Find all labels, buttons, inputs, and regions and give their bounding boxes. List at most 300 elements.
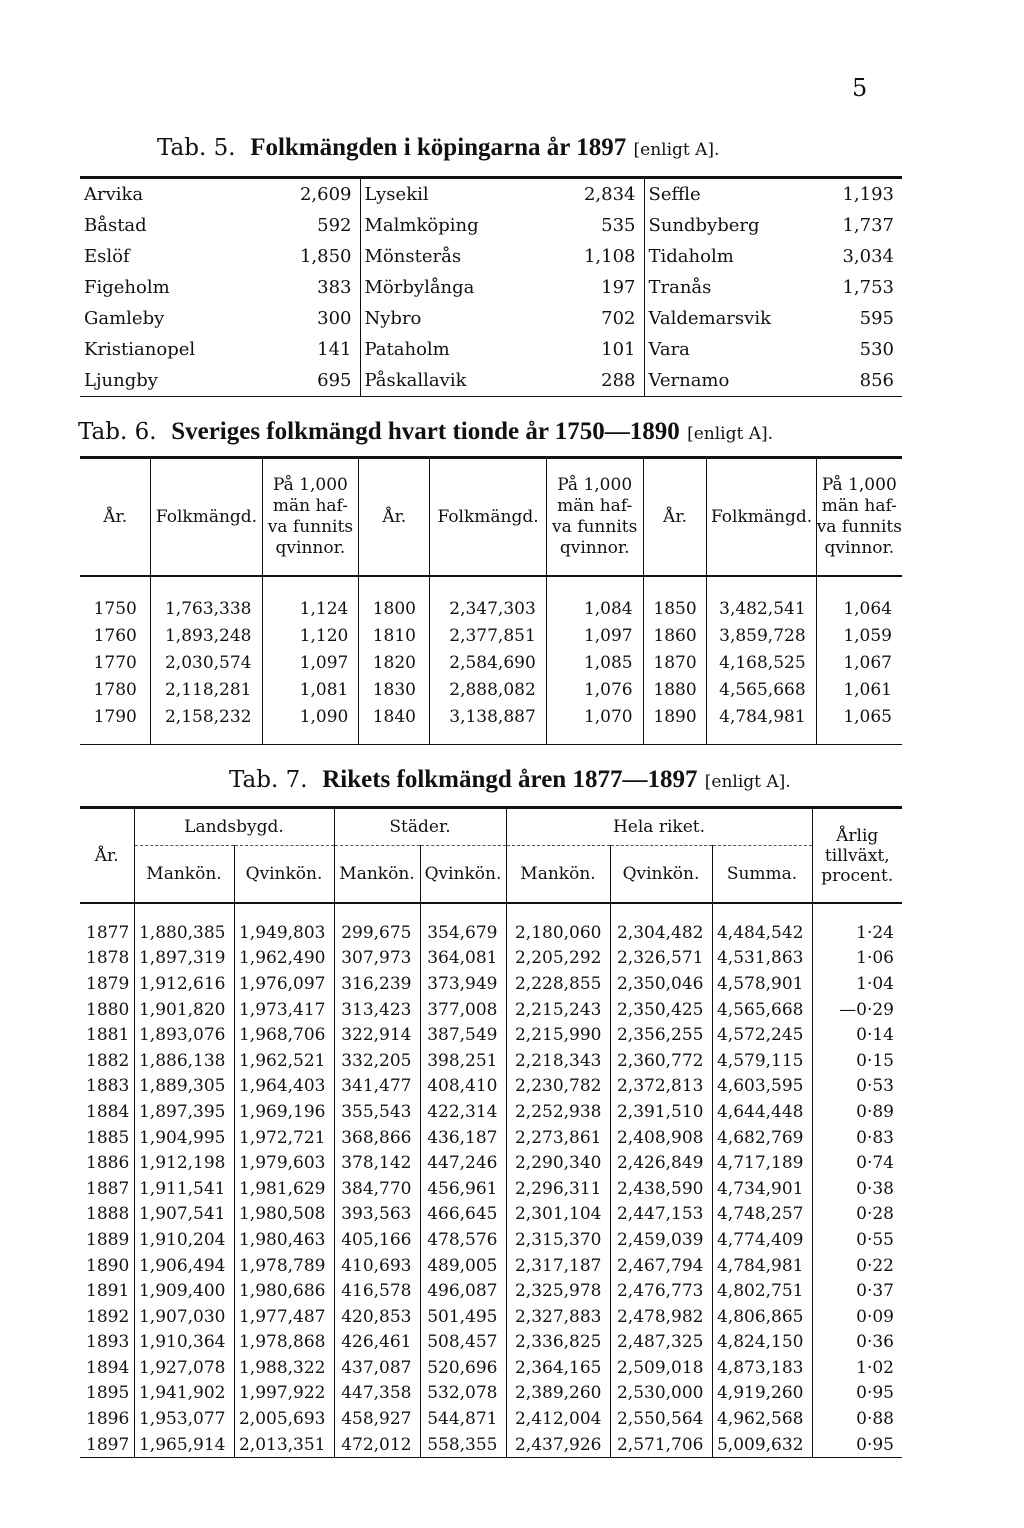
ratio-cell: 1,120 xyxy=(262,622,359,649)
town-name: Påskallavik xyxy=(364,370,467,391)
town-population: 1,737 xyxy=(842,215,894,236)
year-cell: 1880 xyxy=(643,676,707,703)
table-row xyxy=(80,1202,902,1228)
table-row xyxy=(80,1432,902,1458)
growth-cell: 0·09 xyxy=(856,1306,894,1327)
year-cell: 1887 xyxy=(80,1176,134,1202)
stad-qvinkon: 387,549 xyxy=(420,1022,506,1048)
year-cell: 1760 xyxy=(80,622,151,649)
town-population: 595 xyxy=(859,308,894,329)
year-cell: 1880 xyxy=(80,997,134,1023)
town-population: 695 xyxy=(280,365,360,397)
tab6-h-pop-3: Folkmängd. xyxy=(707,458,816,577)
table-row xyxy=(80,1278,902,1304)
year-cell: 1895 xyxy=(80,1381,134,1407)
summa-cell: 4,717,189 xyxy=(712,1150,812,1176)
year-cell: 1850 xyxy=(643,576,707,622)
growth-cell: 1·02 xyxy=(856,1357,894,1378)
tab7-caption-title: Rikets folkmängd åren 1877—1897 xyxy=(322,766,698,793)
year-cell: 1877 xyxy=(80,903,134,946)
growth-cell: 0·95 xyxy=(856,1383,894,1404)
land-mankon: 1,941,902 xyxy=(134,1381,234,1407)
hela-mankon: 2,301,104 xyxy=(506,1202,610,1228)
tab7-h-hela-riket: Hela riket. xyxy=(506,808,812,846)
land-mankon: 1,907,030 xyxy=(134,1304,234,1330)
hela-mankon: 2,252,938 xyxy=(506,1099,610,1125)
year-cell: 1879 xyxy=(80,971,134,997)
town-population: 535 xyxy=(564,210,644,241)
tab6-h-ratio-1: På 1,000 män haf- va funnits qvinnor. xyxy=(262,458,359,577)
hela-mankon: 2,412,004 xyxy=(506,1406,610,1432)
tab6-h-ratio-3: På 1,000 män haf- va funnits qvinnor. xyxy=(816,458,902,577)
town-population: 141 xyxy=(280,334,360,365)
stad-mankon: 355,543 xyxy=(334,1099,420,1125)
hela-mankon: 2,364,165 xyxy=(506,1355,610,1381)
hela-qvinkon: 2,550,564 xyxy=(610,1406,712,1432)
hela-mankon: 2,325,978 xyxy=(506,1278,610,1304)
tab7-h-arlig: Årlig tillväxt, procent. xyxy=(812,808,902,904)
stad-qvinkon: 364,081 xyxy=(420,946,506,972)
ratio-cell: 1,090 xyxy=(262,703,359,745)
table-row xyxy=(80,622,902,649)
stad-qvinkon: 558,355 xyxy=(420,1432,506,1458)
table-row xyxy=(80,946,902,972)
land-qvinkon: 1,979,603 xyxy=(234,1150,334,1176)
summa-cell: 4,578,901 xyxy=(712,971,812,997)
land-qvinkon: 2,013,351 xyxy=(234,1432,334,1458)
summa-cell: 4,572,245 xyxy=(712,1022,812,1048)
stad-qvinkon: 456,961 xyxy=(420,1176,506,1202)
stad-qvinkon: 422,314 xyxy=(420,1099,506,1125)
year-cell: 1750 xyxy=(80,576,151,622)
table-row xyxy=(80,1381,902,1407)
tab5-table xyxy=(80,176,902,397)
table-row xyxy=(80,365,902,397)
land-qvinkon: 1,997,922 xyxy=(234,1381,334,1407)
stad-mankon: 322,914 xyxy=(334,1022,420,1048)
growth-cell: 1·24 xyxy=(856,922,894,943)
tab6-h-year-3: År. xyxy=(643,458,707,577)
land-mankon: 1,897,319 xyxy=(134,946,234,972)
hela-mankon: 2,437,926 xyxy=(506,1432,610,1458)
growth-cell: 0·36 xyxy=(856,1332,894,1353)
stad-mankon: 313,423 xyxy=(334,997,420,1023)
hela-qvinkon: 2,467,794 xyxy=(610,1253,712,1279)
population-cell: 1,893,248 xyxy=(151,622,262,649)
population-cell: 2,584,690 xyxy=(430,649,546,676)
hela-mankon: 2,205,292 xyxy=(506,946,610,972)
tab5-caption-src: [enligt A]. xyxy=(633,140,720,160)
year-cell: 1891 xyxy=(80,1278,134,1304)
stad-mankon: 316,239 xyxy=(334,971,420,997)
town-population: 856 xyxy=(859,370,894,391)
town-name: Mönsterås xyxy=(364,246,462,267)
land-mankon: 1,910,204 xyxy=(134,1227,234,1253)
year-cell: 1889 xyxy=(80,1227,134,1253)
year-cell: 1888 xyxy=(80,1202,134,1228)
growth-cell: 0·74 xyxy=(856,1153,894,1174)
year-cell: 1894 xyxy=(80,1355,134,1381)
stad-qvinkon: 489,005 xyxy=(420,1253,506,1279)
town-name: Vernamo xyxy=(648,370,730,391)
stad-mankon: 299,675 xyxy=(334,903,420,946)
year-cell: 1886 xyxy=(80,1150,134,1176)
summa-cell: 4,962,568 xyxy=(712,1406,812,1432)
tab6-h-ratio-2: På 1,000 män haf- va funnits qvinnor. xyxy=(546,458,643,577)
table-row xyxy=(80,1074,902,1100)
table-row xyxy=(80,576,902,622)
land-qvinkon: 1,980,686 xyxy=(234,1278,334,1304)
hela-mankon: 2,215,243 xyxy=(506,997,610,1023)
hela-qvinkon: 2,356,255 xyxy=(610,1022,712,1048)
growth-cell: 0·15 xyxy=(856,1050,894,1071)
stad-mankon: 307,973 xyxy=(334,946,420,972)
town-name: Mörbylånga xyxy=(364,277,475,298)
year-cell: 1860 xyxy=(643,622,707,649)
town-population: 3,034 xyxy=(842,246,894,267)
year-cell: 1890 xyxy=(643,703,707,745)
stad-mankon: 410,693 xyxy=(334,1253,420,1279)
tab7-h-land-qvinkon: Qvinkön. xyxy=(234,846,334,904)
year-cell: 1881 xyxy=(80,1022,134,1048)
summa-cell: 4,873,183 xyxy=(712,1355,812,1381)
summa-cell: 4,531,863 xyxy=(712,946,812,972)
stad-mankon: 384,770 xyxy=(334,1176,420,1202)
stad-qvinkon: 436,187 xyxy=(420,1125,506,1151)
hela-qvinkon: 2,447,153 xyxy=(610,1202,712,1228)
land-mankon: 1,904,995 xyxy=(134,1125,234,1151)
year-cell: 1840 xyxy=(359,703,430,745)
growth-cell: 0·37 xyxy=(856,1281,894,1302)
land-qvinkon: 1,968,706 xyxy=(234,1022,334,1048)
town-name: Arvika xyxy=(84,184,144,205)
population-cell: 3,482,541 xyxy=(707,576,816,622)
summa-cell: 4,806,865 xyxy=(712,1304,812,1330)
summa-cell: 4,734,901 xyxy=(712,1176,812,1202)
growth-cell: 0·14 xyxy=(856,1025,894,1046)
land-mankon: 1,901,820 xyxy=(134,997,234,1023)
land-mankon: 1,910,364 xyxy=(134,1330,234,1356)
tab7-table xyxy=(80,806,902,1458)
town-name: Figeholm xyxy=(84,277,170,298)
stad-qvinkon: 354,679 xyxy=(420,903,506,946)
land-mankon: 1,911,541 xyxy=(134,1176,234,1202)
year-cell: 1883 xyxy=(80,1074,134,1100)
summa-cell: 4,784,981 xyxy=(712,1253,812,1279)
hela-qvinkon: 2,571,706 xyxy=(610,1432,712,1458)
land-mankon: 1,886,138 xyxy=(134,1048,234,1074)
land-qvinkon: 1,964,403 xyxy=(234,1074,334,1100)
land-mankon: 1,927,078 xyxy=(134,1355,234,1381)
town-population: 1,753 xyxy=(842,277,894,298)
tab6-caption-num: Tab. 6. xyxy=(78,419,157,445)
tab5-body xyxy=(80,178,902,397)
table-row xyxy=(80,210,902,241)
land-qvinkon: 1,978,789 xyxy=(234,1253,334,1279)
stad-mankon: 416,578 xyxy=(334,1278,420,1304)
ratio-cell: 1,124 xyxy=(262,576,359,622)
table-row xyxy=(80,1355,902,1381)
growth-cell: 0·88 xyxy=(856,1409,894,1430)
population-cell: 4,784,981 xyxy=(707,703,816,745)
page-number: 5 xyxy=(852,74,868,102)
tab7-h-hela-qvinkon: Qvinkön. xyxy=(610,846,712,904)
ratio-cell: 1,059 xyxy=(843,625,892,646)
table-row xyxy=(80,303,902,334)
year-cell: 1810 xyxy=(359,622,430,649)
tab7-header-row-1 xyxy=(80,808,902,846)
ratio-cell: 1,081 xyxy=(262,676,359,703)
population-cell: 2,888,082 xyxy=(430,676,546,703)
table-row xyxy=(80,676,902,703)
tab6-table xyxy=(80,456,902,745)
tab5-caption-title: Folkmängden i köpingarna år 1897 xyxy=(250,134,627,161)
summa-cell: 4,682,769 xyxy=(712,1125,812,1151)
tab6-h-year-2: År. xyxy=(359,458,430,577)
population-cell: 3,859,728 xyxy=(707,622,816,649)
table-row xyxy=(80,1227,902,1253)
land-mankon: 1,893,076 xyxy=(134,1022,234,1048)
land-qvinkon: 1,969,196 xyxy=(234,1099,334,1125)
summa-cell: 4,802,751 xyxy=(712,1278,812,1304)
land-qvinkon: 1,962,521 xyxy=(234,1048,334,1074)
summa-cell: 4,644,448 xyxy=(712,1099,812,1125)
hela-mankon: 2,218,343 xyxy=(506,1048,610,1074)
stad-mankon: 368,866 xyxy=(334,1125,420,1151)
tab6-h-year-1: År. xyxy=(80,458,151,577)
table-row xyxy=(80,1150,902,1176)
ratio-cell: 1,097 xyxy=(546,622,643,649)
growth-cell: 0·22 xyxy=(856,1255,894,1276)
table-row xyxy=(80,1304,902,1330)
table-row xyxy=(80,1099,902,1125)
town-population: 101 xyxy=(564,334,644,365)
table-row xyxy=(80,241,902,272)
town-population: 1,193 xyxy=(842,184,894,205)
hela-qvinkon: 2,476,773 xyxy=(610,1278,712,1304)
tab7-h-hela-mankon: Mankön. xyxy=(506,846,610,904)
town-population: 288 xyxy=(564,365,644,397)
year-cell: 1820 xyxy=(359,649,430,676)
stad-qvinkon: 520,696 xyxy=(420,1355,506,1381)
year-cell: 1800 xyxy=(359,576,430,622)
table-row xyxy=(80,997,902,1023)
hela-mankon: 2,228,855 xyxy=(506,971,610,997)
growth-cell: 0·38 xyxy=(856,1178,894,1199)
table-row xyxy=(80,1048,902,1074)
year-cell: 1882 xyxy=(80,1048,134,1074)
stad-mankon: 393,563 xyxy=(334,1202,420,1228)
tab6-caption-title: Sveriges folkmängd hvart tionde år 1750—1890 xyxy=(171,418,680,445)
stad-mankon: 332,205 xyxy=(334,1048,420,1074)
stad-qvinkon: 544,871 xyxy=(420,1406,506,1432)
land-qvinkon: 1,962,490 xyxy=(234,946,334,972)
land-mankon: 1,889,305 xyxy=(134,1074,234,1100)
town-name: Gamleby xyxy=(84,308,165,329)
year-cell: 1770 xyxy=(80,649,151,676)
town-population: 1,108 xyxy=(564,241,644,272)
summa-cell: 4,579,115 xyxy=(712,1048,812,1074)
stad-qvinkon: 408,410 xyxy=(420,1074,506,1100)
hela-qvinkon: 2,509,018 xyxy=(610,1355,712,1381)
stad-mankon: 458,927 xyxy=(334,1406,420,1432)
table-row xyxy=(80,649,902,676)
population-cell: 2,030,574 xyxy=(151,649,262,676)
table-row xyxy=(80,1253,902,1279)
town-population: 300 xyxy=(280,303,360,334)
hela-qvinkon: 2,530,000 xyxy=(610,1381,712,1407)
table-row xyxy=(80,334,902,365)
town-name: Kristianopel xyxy=(84,339,196,360)
year-cell: 1790 xyxy=(80,703,151,745)
town-name: Vara xyxy=(648,339,690,360)
hela-mankon: 2,180,060 xyxy=(506,903,610,946)
hela-mankon: 2,290,340 xyxy=(506,1150,610,1176)
town-name: Sundbyberg xyxy=(648,215,760,236)
land-qvinkon: 1,980,463 xyxy=(234,1227,334,1253)
ratio-cell: 1,070 xyxy=(546,703,643,745)
hela-mankon: 2,230,782 xyxy=(506,1074,610,1100)
tab7-header-row-2 xyxy=(80,846,902,904)
table-row xyxy=(80,1022,902,1048)
tab7-caption-num: Tab. 7. xyxy=(229,767,308,793)
hela-qvinkon: 2,350,046 xyxy=(610,971,712,997)
town-name: Ljungby xyxy=(84,370,158,391)
stad-mankon: 447,358 xyxy=(334,1381,420,1407)
tab7-h-stad-qvinkon: Qvinkön. xyxy=(420,846,506,904)
town-name: Båstad xyxy=(84,215,147,236)
town-population: 1,850 xyxy=(280,241,360,272)
land-qvinkon: 1,977,487 xyxy=(234,1304,334,1330)
stad-mankon: 420,853 xyxy=(334,1304,420,1330)
land-mankon: 1,907,541 xyxy=(134,1202,234,1228)
population-cell: 4,168,525 xyxy=(707,649,816,676)
year-cell: 1830 xyxy=(359,676,430,703)
stad-mankon: 437,087 xyxy=(334,1355,420,1381)
town-population: 2,834 xyxy=(564,178,644,211)
hela-qvinkon: 2,304,482 xyxy=(610,903,712,946)
growth-cell: 0·95 xyxy=(856,1434,894,1455)
ratio-cell: 1,085 xyxy=(546,649,643,676)
hela-qvinkon: 2,350,425 xyxy=(610,997,712,1023)
hela-qvinkon: 2,391,510 xyxy=(610,1099,712,1125)
tab7-h-stad-mankon: Mankön. xyxy=(334,846,420,904)
stad-qvinkon: 398,251 xyxy=(420,1048,506,1074)
land-qvinkon: 1,978,868 xyxy=(234,1330,334,1356)
summa-cell: 4,484,542 xyxy=(712,903,812,946)
summa-cell: 4,748,257 xyxy=(712,1202,812,1228)
ratio-cell: 1,067 xyxy=(843,652,892,673)
ratio-cell: 1,065 xyxy=(843,706,892,727)
hela-qvinkon: 2,487,325 xyxy=(610,1330,712,1356)
growth-cell: —0·29 xyxy=(839,999,894,1020)
land-mankon: 1,909,400 xyxy=(134,1278,234,1304)
land-qvinkon: 1,980,508 xyxy=(234,1202,334,1228)
summa-cell: 4,919,260 xyxy=(712,1381,812,1407)
tab6-h-pop-2: Folkmängd. xyxy=(430,458,546,577)
land-qvinkon: 1,949,803 xyxy=(234,903,334,946)
ratio-cell: 1,061 xyxy=(843,679,892,700)
stad-qvinkon: 501,495 xyxy=(420,1304,506,1330)
stad-mankon: 405,166 xyxy=(334,1227,420,1253)
growth-cell: 0·53 xyxy=(856,1076,894,1097)
land-mankon: 1,897,395 xyxy=(134,1099,234,1125)
stad-qvinkon: 496,087 xyxy=(420,1278,506,1304)
growth-cell: 0·89 xyxy=(856,1101,894,1122)
town-name: Eslöf xyxy=(84,246,130,267)
town-population: 530 xyxy=(859,339,894,360)
stad-mankon: 378,142 xyxy=(334,1150,420,1176)
hela-mankon: 2,273,861 xyxy=(506,1125,610,1151)
land-mankon: 1,912,616 xyxy=(134,971,234,997)
year-cell: 1897 xyxy=(80,1432,134,1458)
land-qvinkon: 1,973,417 xyxy=(234,997,334,1023)
stad-mankon: 341,477 xyxy=(334,1074,420,1100)
land-qvinkon: 1,981,629 xyxy=(234,1176,334,1202)
year-cell: 1780 xyxy=(80,676,151,703)
hela-mankon: 2,215,990 xyxy=(506,1022,610,1048)
town-name: Valdemarsvik xyxy=(648,308,771,329)
hela-qvinkon: 2,438,590 xyxy=(610,1176,712,1202)
town-population: 197 xyxy=(564,272,644,303)
tab7-caption-src: [enligt A]. xyxy=(704,772,791,792)
ratio-cell: 1,097 xyxy=(262,649,359,676)
tab7-h-summa: Summa. xyxy=(712,846,812,904)
hela-mankon: 2,389,260 xyxy=(506,1381,610,1407)
ratio-cell: 1,084 xyxy=(546,576,643,622)
year-cell: 1885 xyxy=(80,1125,134,1151)
population-cell: 1,763,338 xyxy=(151,576,262,622)
tab6-caption-src: [enligt A]. xyxy=(687,424,774,444)
growth-cell: 1·04 xyxy=(856,973,894,994)
hela-qvinkon: 2,459,039 xyxy=(610,1227,712,1253)
stad-mankon: 472,012 xyxy=(334,1432,420,1458)
growth-cell: 0·55 xyxy=(856,1229,894,1250)
town-name: Seffle xyxy=(648,184,701,205)
year-cell: 1892 xyxy=(80,1304,134,1330)
year-cell: 1884 xyxy=(80,1099,134,1125)
year-cell: 1878 xyxy=(80,946,134,972)
population-cell: 2,347,303 xyxy=(430,576,546,622)
summa-cell: 5,009,632 xyxy=(712,1432,812,1458)
stad-qvinkon: 447,246 xyxy=(420,1150,506,1176)
table-row xyxy=(80,178,902,211)
population-cell: 3,138,887 xyxy=(430,703,546,745)
tab7-h-landsbygd: Landsbygd. xyxy=(134,808,334,846)
growth-cell: 0·83 xyxy=(856,1127,894,1148)
land-mankon: 1,953,077 xyxy=(134,1406,234,1432)
land-mankon: 1,965,914 xyxy=(134,1432,234,1458)
stad-qvinkon: 478,576 xyxy=(420,1227,506,1253)
hela-mankon: 2,296,311 xyxy=(506,1176,610,1202)
stad-qvinkon: 377,008 xyxy=(420,997,506,1023)
year-cell: 1893 xyxy=(80,1330,134,1356)
town-name: Lysekil xyxy=(364,184,429,205)
summa-cell: 4,824,150 xyxy=(712,1330,812,1356)
land-qvinkon: 1,972,721 xyxy=(234,1125,334,1151)
stad-qvinkon: 532,078 xyxy=(420,1381,506,1407)
ratio-cell: 1,064 xyxy=(843,598,892,619)
stad-qvinkon: 508,457 xyxy=(420,1330,506,1356)
tab6-header-row xyxy=(80,458,902,577)
hela-mankon: 2,315,370 xyxy=(506,1227,610,1253)
hela-qvinkon: 2,372,813 xyxy=(610,1074,712,1100)
land-mankon: 1,906,494 xyxy=(134,1253,234,1279)
hela-mankon: 2,327,883 xyxy=(506,1304,610,1330)
year-cell: 1896 xyxy=(80,1406,134,1432)
table-row xyxy=(80,971,902,997)
land-mankon: 1,912,198 xyxy=(134,1150,234,1176)
